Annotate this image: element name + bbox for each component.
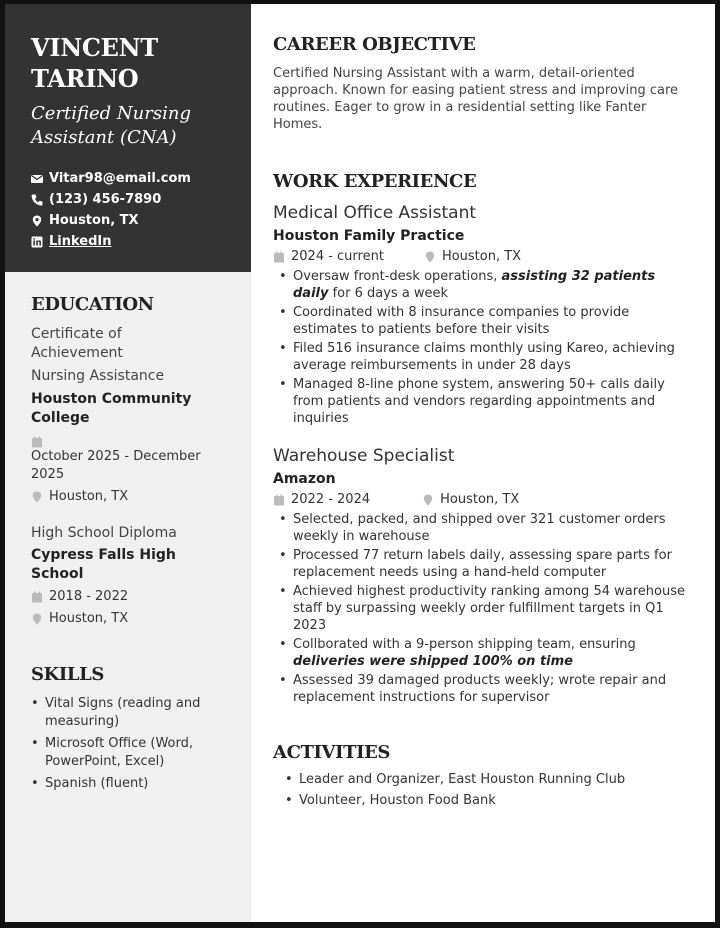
school-line: Houston Community (31, 391, 192, 407)
skills-heading: SKILLS (31, 664, 104, 685)
school-line: School (31, 566, 84, 582)
map-pin-icon (31, 215, 43, 227)
map-pin-icon (424, 251, 436, 263)
contact-list (31, 168, 235, 252)
skill-line: Vital Signs (reading and (45, 696, 201, 711)
activities-list (273, 771, 695, 809)
calendar-icon (31, 436, 43, 448)
skill-line: PowerPoint, Excel) (45, 754, 165, 769)
objective-text: Certified Nursing Assistant with a warm, detail-oriented approach. Known for easing patient stress and improving care routines. Eager to grow in a residential setting like Fanter Homes. (273, 66, 679, 132)
job-dates: 2022 - 2024 (291, 492, 371, 507)
education-heading: EDUCATION (31, 294, 154, 315)
job-title: Warehouse Specialist (273, 446, 455, 466)
skill-item (31, 695, 237, 731)
objective-heading: CAREER OBJECTIVE (273, 34, 476, 55)
education-dates-row (31, 433, 237, 448)
bullet-item (273, 511, 695, 545)
education-item-1 (31, 325, 237, 506)
location-text: Houston, TX (49, 213, 139, 228)
bullet-text: Achieved highest productivity ranking among 54 warehouse staff by surpassing weekly order fulfillment targets in Q1 2023 (293, 584, 685, 633)
activities-heading: ACTIVITIES (273, 742, 391, 763)
skills-list (31, 695, 237, 793)
bullet-item (273, 340, 695, 374)
candidate-title (31, 102, 235, 150)
job-bullets (273, 268, 695, 427)
contact-location (31, 210, 235, 231)
map-pin-icon (422, 494, 434, 506)
name-line-2: TARINO (31, 64, 139, 93)
phone-text: (123) 456-7890 (49, 192, 162, 207)
calendar-icon (31, 591, 43, 603)
skill-item (31, 735, 237, 771)
school-line: Cypress Falls High (31, 547, 176, 563)
job-meta (273, 248, 695, 266)
sidebar-body (5, 272, 251, 793)
envelope-icon (31, 173, 43, 185)
main-column (251, 4, 715, 922)
job-entry (273, 202, 695, 427)
contact-linkedin[interactable] (31, 231, 235, 252)
dates-line: October 2025 - December (31, 449, 201, 464)
email-text: Vitar98@email.com (49, 171, 191, 186)
job-meta (273, 491, 695, 509)
sidebar (5, 4, 251, 922)
skill-line: Spanish (fluent) (45, 776, 149, 791)
dates-line: 2025 (31, 467, 65, 482)
bullet-text: Assessed 39 damaged products weekly; wrote repair and replacement instructions for supervisor (293, 673, 667, 705)
title-line-1: Certified Nursing (31, 103, 191, 124)
calendar-icon (273, 251, 285, 263)
bullet-item (273, 304, 695, 338)
job-bullets (273, 511, 695, 706)
education-item-2 (31, 524, 237, 628)
education-dates (31, 588, 237, 606)
skill-line: Microsoft Office (Word, (45, 736, 193, 751)
bullet-text: Collborated with a 9-person shipping team, ensuring (293, 637, 636, 652)
bullet-item (273, 672, 695, 706)
school-line: College (31, 410, 90, 426)
degree-line: High School Diploma (31, 525, 177, 541)
location-text: Houston, TX (49, 489, 129, 504)
job-title: Medical Office Assistant (273, 203, 477, 223)
experience-heading: WORK EXPERIENCE (273, 171, 477, 192)
title-line-2: Assistant (CNA) (31, 127, 177, 148)
education-location (31, 488, 237, 506)
bullet-text: Selected, packed, and shipped over 321 customer orders weekly in warehouse (293, 512, 666, 544)
skill-line: measuring) (45, 714, 120, 729)
skill-item (31, 775, 237, 793)
education-dates (31, 448, 237, 466)
activity-item: • Volunteer, Houston Food Bank (273, 792, 695, 809)
contact-email[interactable] (31, 168, 235, 189)
name-line-1: VINCENT (31, 33, 158, 62)
location-text: Houston, TX (49, 611, 129, 626)
bullet-item (273, 376, 695, 427)
job-entry (273, 445, 695, 706)
company-name: Houston Family Practice (273, 228, 465, 244)
dates-text: 2018 - 2022 (49, 589, 129, 604)
calendar-icon (273, 494, 285, 506)
education-dates-cont (31, 466, 237, 484)
map-pin-icon (31, 613, 43, 625)
job-dates: 2024 - current (291, 249, 384, 264)
bullet-text: Oversaw front-desk operations, (293, 269, 502, 284)
bullet-item (273, 583, 695, 634)
degree-line: Nursing Assistance (31, 368, 165, 384)
bullet-text: Managed 8-line phone system, answering 50+ calls daily from patients and vendors regarding appointments and inquiries (293, 377, 665, 426)
map-pin-icon (31, 491, 43, 503)
bullet-item (273, 547, 695, 581)
contact-phone[interactable] (31, 189, 235, 210)
linkedin-link[interactable]: LinkedIn (49, 234, 112, 249)
company-name: Amazon (273, 471, 336, 487)
phone-icon (31, 194, 43, 206)
bullet-text: Filed 516 insurance claims monthly using Kareo, achieving average reimbursements in under 28 days (293, 341, 675, 373)
bullet-highlight: assisting 32 patients daily (293, 269, 656, 301)
degree-line: Achievement (31, 345, 123, 361)
candidate-name (31, 32, 235, 94)
bullet-text: Processed 77 return labels daily, assessing spare parts for replacement needs using a hand-held computer (293, 548, 672, 580)
job-location: Houston, TX (441, 249, 522, 264)
bullet-text: for 6 days a week (328, 286, 449, 301)
bullet-item (273, 636, 695, 670)
bullet-item (273, 268, 695, 302)
job-location: Houston, TX (440, 492, 520, 507)
linkedin-icon (31, 236, 43, 248)
degree-line: Certificate of (31, 326, 122, 342)
education-location (31, 610, 237, 628)
bullet-text: Coordinated with 8 insurance companies to provide estimates to patients before their visits (293, 305, 630, 337)
header-block (5, 4, 251, 272)
bullet-highlight: deliveries were shipped 100% on time (293, 654, 573, 669)
resume-page (5, 4, 715, 922)
activity-item: • Leader and Organizer, East Houston Running Club (273, 771, 695, 788)
